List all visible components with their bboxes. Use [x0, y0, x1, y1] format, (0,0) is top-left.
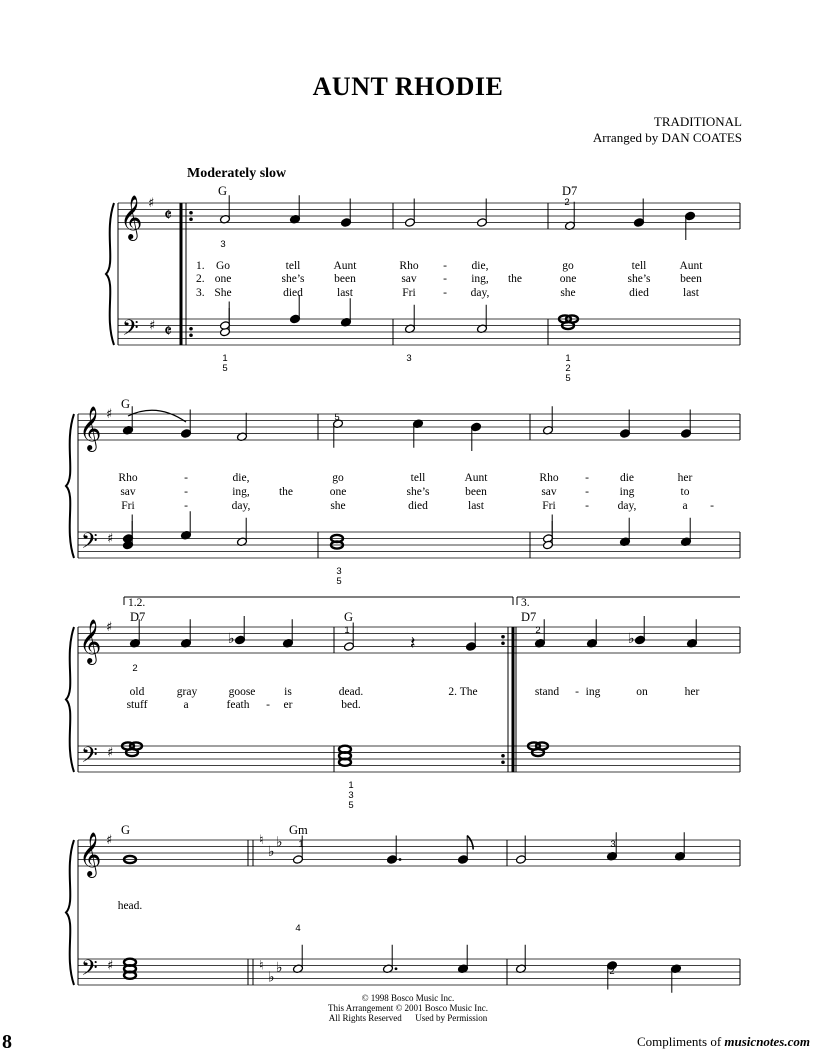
lyric: been	[465, 486, 487, 498]
lyric: stand	[534, 686, 560, 698]
lyric: Fri	[402, 287, 416, 299]
cut-time-sign: 𝄵	[164, 205, 173, 226]
lyric: one	[559, 273, 577, 285]
lyric: er	[283, 699, 293, 711]
sharp-sign: ♯	[106, 620, 113, 635]
lyric: Rho	[118, 472, 138, 484]
chord-symbol: G	[121, 397, 131, 411]
lyric: Aunt	[464, 472, 488, 484]
lyric: last	[468, 500, 484, 512]
lyric: a	[682, 500, 688, 512]
lyric: ing	[619, 486, 635, 498]
flat-sign: ♭	[628, 631, 635, 647]
lyric: she	[560, 287, 576, 299]
lyric: dead.	[338, 686, 364, 698]
repeat-dot	[189, 211, 193, 215]
lyric: go	[562, 260, 574, 272]
chord-symbol: G	[344, 610, 354, 624]
fingering: 5	[334, 412, 340, 423]
sharp-sign: ♯	[106, 833, 113, 848]
lyric: died	[629, 287, 649, 299]
lyric: day,	[470, 287, 490, 299]
flat-sign: ♭	[228, 631, 235, 647]
fingering: 3	[348, 790, 354, 801]
fingering: 1	[344, 625, 350, 636]
fingering: 4	[295, 923, 301, 934]
lyric: her	[677, 472, 693, 484]
flat-sign: ♭	[276, 834, 283, 851]
lyric: -	[575, 686, 579, 698]
lyric: Fri	[542, 500, 556, 512]
lyric: is	[284, 686, 292, 698]
bass-clef: 𝄢	[81, 529, 98, 559]
repeat-dot	[501, 641, 505, 645]
lyric: last	[683, 287, 699, 299]
copyright-notice	[0, 993, 816, 1023]
repeat-dot	[501, 760, 505, 764]
lyric: stuff	[126, 699, 148, 711]
verse-number: 3.	[196, 287, 205, 299]
lyric: Rho	[399, 260, 419, 272]
verse-number: 1.	[196, 260, 205, 272]
lyric: Go	[215, 260, 231, 272]
grand-staff-brace	[106, 203, 114, 345]
lyric: tell	[631, 260, 647, 272]
lyric: ing,	[471, 273, 489, 285]
lyric: sav	[120, 486, 136, 498]
lyric: one	[329, 486, 347, 498]
grand-staff-brace	[66, 627, 74, 772]
footer-site: musicnotes.com	[724, 1034, 810, 1049]
repeat-dot	[189, 333, 193, 337]
repeat-dot	[189, 327, 193, 331]
fingering: 1	[565, 353, 571, 364]
lyric: -	[184, 486, 188, 498]
copyright-line: All Rights Reserved Used by Permission	[328, 1013, 488, 1023]
flat-sign: ♭	[276, 959, 283, 976]
repeat-dot	[501, 754, 505, 758]
flat-sign: ♭	[268, 844, 275, 860]
lyric: -	[184, 472, 188, 484]
lyric: gray	[176, 686, 198, 698]
lyric: day,	[231, 500, 251, 512]
composer: TRADITIONAL	[653, 114, 742, 129]
augmentation-dot	[399, 858, 402, 861]
first-ending-label: 1.2.	[128, 597, 146, 609]
repeat-dot	[189, 217, 193, 221]
lyric: died	[283, 287, 303, 299]
quarter-rest: 𝄽	[410, 633, 416, 654]
fingering: 2	[132, 663, 138, 674]
bass-clef: 𝄢	[81, 743, 98, 773]
chord-symbol: D7	[130, 610, 146, 624]
treble-clef: 𝄞	[79, 619, 102, 663]
fingering: 3	[610, 839, 616, 850]
whole-note	[339, 759, 351, 766]
lyric: -	[710, 500, 714, 512]
chord-symbol: Gm	[289, 823, 308, 837]
lyric: -	[184, 500, 188, 512]
lyric: -	[443, 260, 447, 272]
fingering: 1	[348, 780, 354, 791]
natural-sign: ♮	[259, 958, 264, 974]
sharp-sign: ♯	[107, 958, 114, 974]
grand-staff-brace	[66, 414, 74, 558]
eighth-flag	[467, 836, 473, 850]
lyric: ing	[585, 686, 601, 698]
lyric: been	[680, 273, 702, 285]
lyric: -	[585, 472, 589, 484]
lyric: -	[443, 287, 447, 299]
sharp-sign: ♯	[106, 407, 113, 422]
lyric: goose	[228, 686, 256, 698]
lyric: she’s	[281, 273, 305, 285]
cut-time-sign: 𝄵	[164, 321, 173, 342]
lyric: -	[585, 486, 589, 498]
fingering: 3	[336, 566, 342, 577]
fingering: 5	[222, 363, 228, 374]
copyright-line: This Arrangement © 2001 Bosco Music Inc.	[327, 1003, 489, 1013]
sharp-sign: ♯	[107, 745, 114, 761]
chord-symbol: D7	[521, 610, 537, 624]
flat-sign: ♭	[268, 969, 275, 986]
lyric: sav	[401, 273, 417, 285]
page-title: AUNT RHODIE	[312, 72, 504, 101]
lyric: day,	[617, 500, 637, 512]
lyric: her	[684, 686, 700, 698]
lyric: -	[585, 500, 589, 512]
arranger: Arranged by DAN COATES	[592, 130, 742, 145]
chord-symbol: D7	[562, 184, 578, 198]
lyric: she’s	[406, 486, 430, 498]
lyric: died	[408, 500, 428, 512]
lyric: 2. The	[448, 686, 478, 698]
augmentation-dot	[395, 967, 398, 970]
lyric: go	[332, 472, 344, 484]
lyric: the	[507, 273, 523, 285]
sharp-sign: ♯	[107, 531, 114, 547]
lyric: tell	[285, 260, 301, 272]
footer-prefix: Compliments of	[637, 1034, 725, 1049]
lyric: feath	[226, 699, 250, 711]
lyric: to	[680, 486, 690, 498]
fingering: 1	[222, 353, 228, 364]
fingering: 1	[298, 839, 304, 850]
chord-symbol: G	[121, 823, 131, 837]
footer-credit	[637, 1034, 810, 1050]
bass-clef: 𝄢	[81, 956, 98, 986]
fingering: 2	[535, 625, 541, 636]
lyric: been	[334, 273, 356, 285]
lyric: -	[443, 273, 447, 285]
lyric: She	[214, 287, 232, 299]
third-ending-label: 3.	[521, 597, 530, 609]
lyric: old	[129, 686, 145, 698]
lyric: Aunt	[679, 260, 703, 272]
treble-clef: 𝄞	[79, 406, 102, 450]
treble-clef: 𝄞	[79, 832, 102, 876]
lyric: ing,	[232, 486, 250, 498]
fingering: 5	[348, 800, 354, 811]
lyric: head.	[117, 900, 143, 912]
lyric: die,	[471, 260, 489, 272]
sharp-sign: ♯	[149, 318, 156, 334]
lyric: the	[278, 486, 294, 498]
fingering: 2	[609, 966, 615, 977]
natural-sign: ♮	[259, 833, 264, 848]
lyric: bed.	[341, 699, 361, 711]
page-number: 8	[2, 1031, 12, 1053]
lyric: Rho	[539, 472, 559, 484]
lyric: Fri	[121, 500, 135, 512]
copyright-line: © 1998 Bosco Music Inc.	[361, 993, 455, 1003]
tempo-marking: Moderately slow	[187, 166, 287, 181]
sharp-sign: ♯	[148, 196, 155, 211]
lyric: die	[619, 472, 635, 484]
lyric: on	[636, 686, 648, 698]
bass-clef: 𝄢	[122, 316, 139, 346]
lyric: one	[214, 273, 232, 285]
lyric: Aunt	[333, 260, 357, 272]
fingering: 3	[220, 239, 226, 250]
lyric: she’s	[627, 273, 651, 285]
lyric: die,	[232, 472, 250, 484]
lyric: sav	[541, 486, 557, 498]
lyric: -	[266, 699, 270, 711]
fingering: 2	[564, 197, 570, 208]
lyric: last	[337, 287, 353, 299]
lyric: a	[183, 699, 189, 711]
treble-clef: 𝄞	[120, 195, 143, 239]
fingering: 3	[406, 353, 412, 364]
fingering: 5	[336, 576, 342, 587]
whole-note	[124, 972, 136, 979]
repeat-dot	[501, 635, 505, 639]
fingering: 2	[565, 363, 571, 374]
fingering: 5	[565, 373, 571, 384]
grand-staff-brace	[66, 840, 74, 985]
verse-number: 2.	[196, 273, 205, 285]
chord-symbol: G	[218, 184, 228, 198]
lyric: she	[330, 500, 346, 512]
lyric: tell	[410, 472, 426, 484]
